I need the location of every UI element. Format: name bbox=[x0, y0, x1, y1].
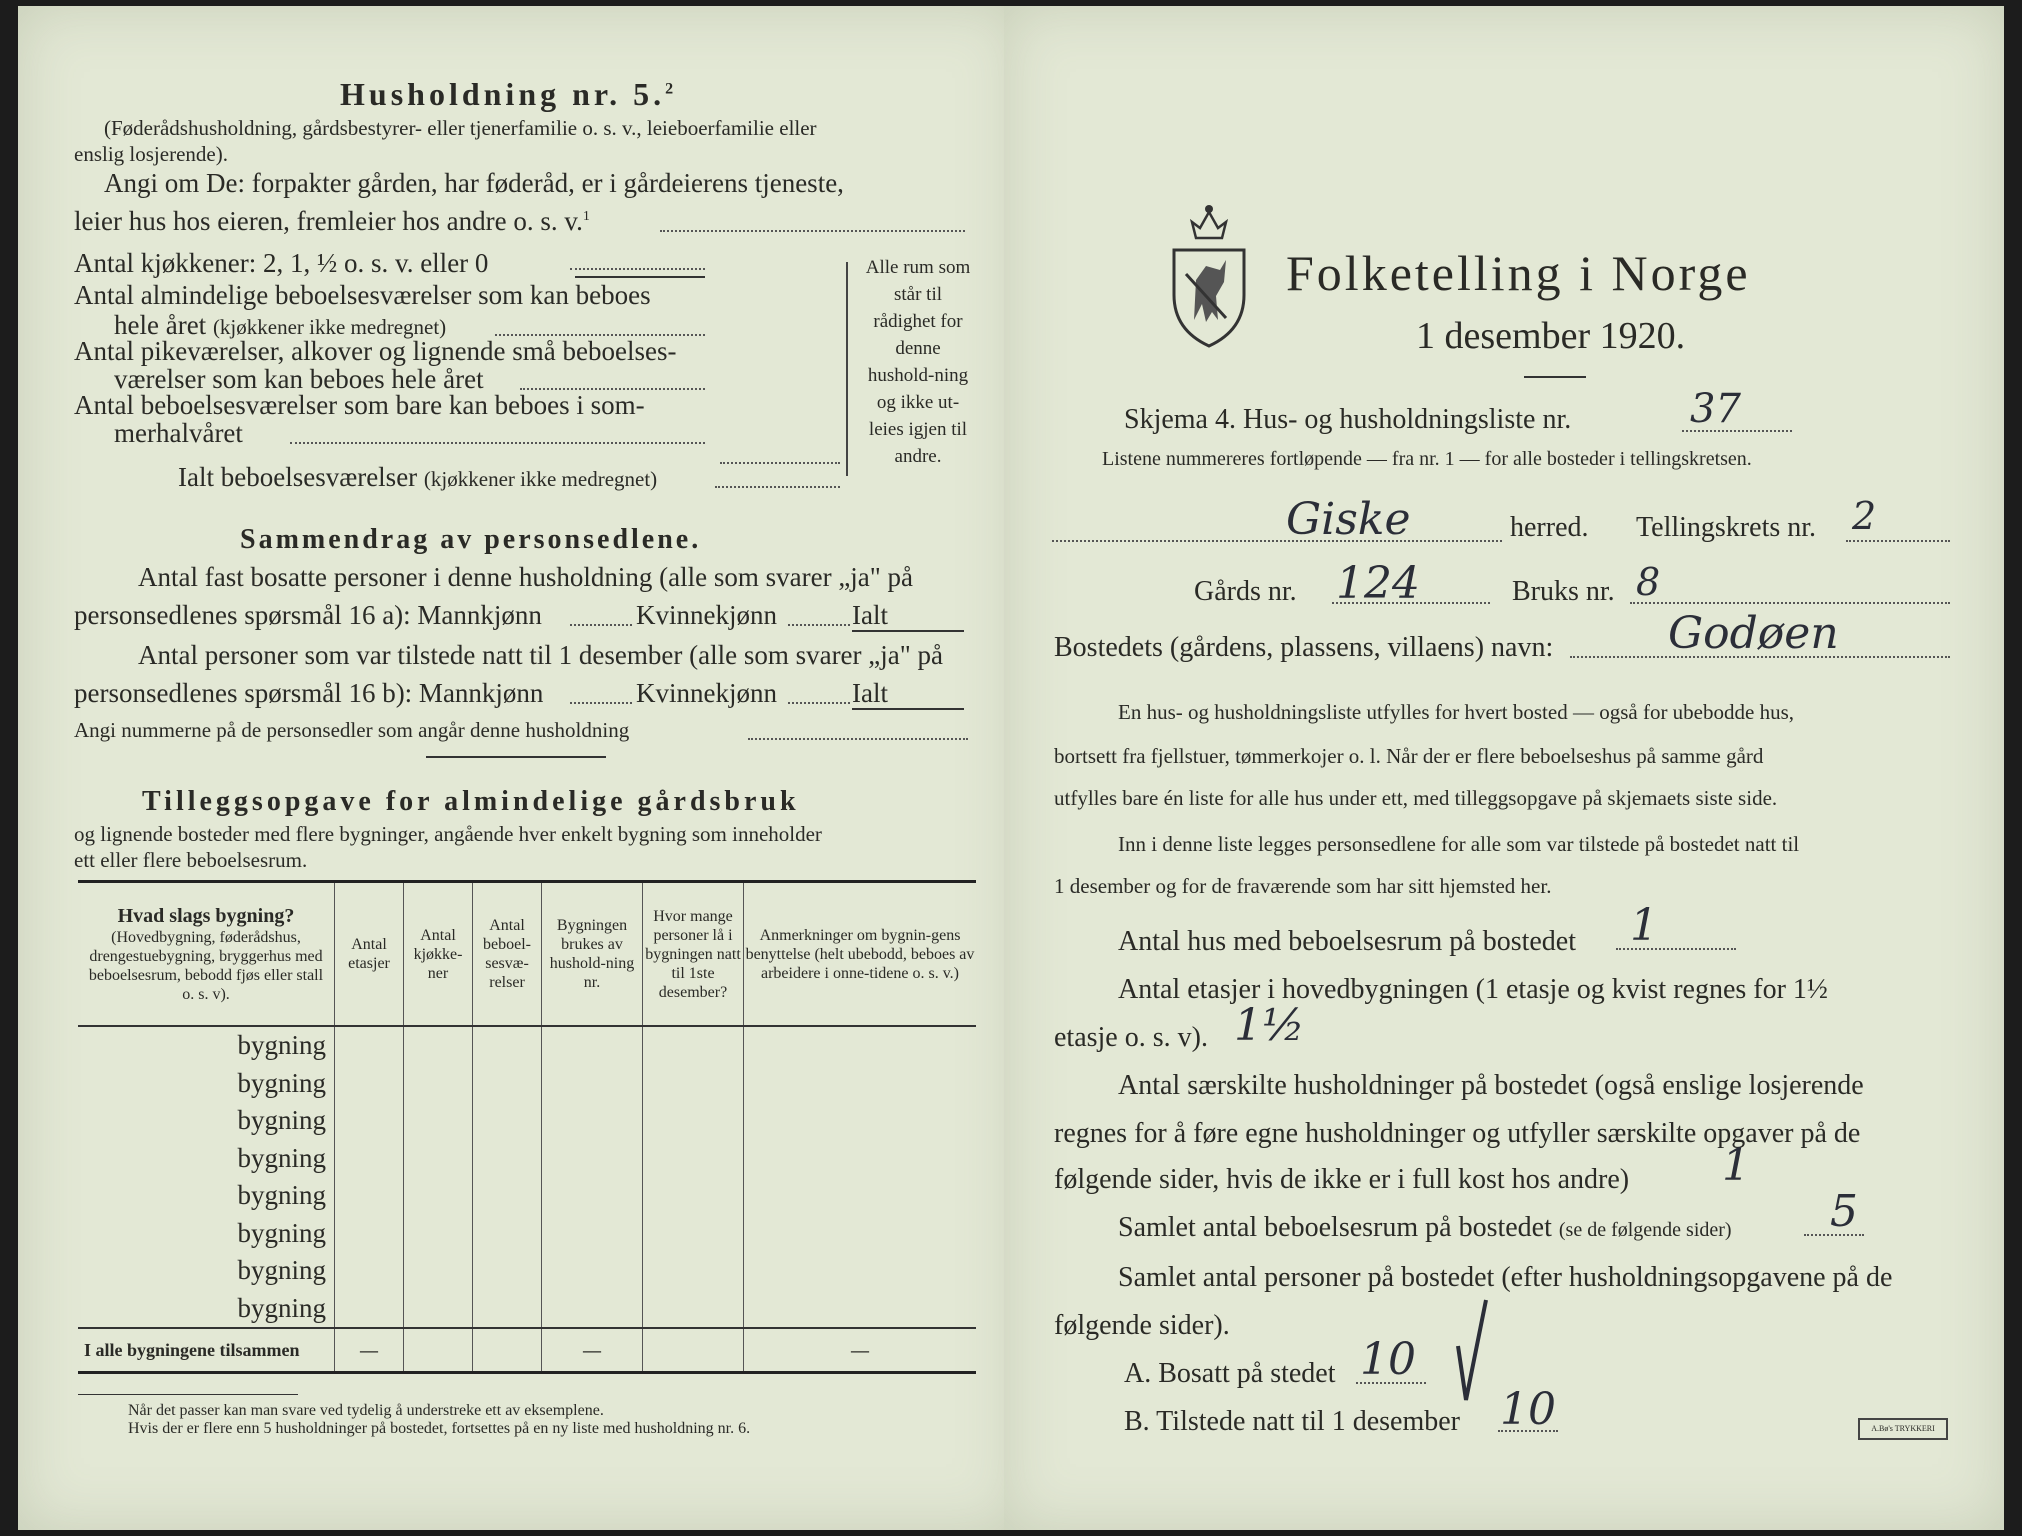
instruction-2: bortsett fra fjellstuer, tømmerkojer o. l. Når der er flere beboelseshus på samme gård bbox=[1054, 744, 1764, 768]
ialt-rooms: Ialt beboelsesværelser (kjøkkener ikke medregnet) bbox=[178, 462, 658, 492]
instruction-3: utfylles bare én liste for alle hus under ett, med tilleggsopgave på skjemaets siste side. bbox=[1054, 786, 1778, 810]
mann-a-line bbox=[570, 624, 632, 626]
rooms-ordinary: Antal almindelige beboelsesværelser som kan beboes bbox=[74, 280, 651, 310]
instruction-5: 1 desember og for de fraværende som har sitt hjemsted her. bbox=[1054, 874, 1552, 898]
tilstede-label: B. Tilstede natt til 1 desember bbox=[1124, 1406, 1460, 1437]
tellingskrets-label: Tellingskrets nr. bbox=[1636, 512, 1817, 543]
household-note-2: enslig losjerende). bbox=[74, 142, 228, 166]
bosatt-label: A. Bosatt på stedet bbox=[1124, 1358, 1336, 1389]
summer-rooms-line bbox=[290, 442, 705, 444]
printer-stamp: A.Bø's TRYKKERI bbox=[1858, 1418, 1948, 1440]
hushold-line-3: følgende sider, hvis de ikke er i full kost hos andre) bbox=[1054, 1164, 1630, 1195]
table-row: bygning bbox=[78, 1102, 976, 1140]
rooms-side-note: Alle rum som står til rådighet for denne hushold-ning og ikke ut-leies igjen til andre. bbox=[865, 257, 971, 467]
bosatt-line bbox=[1356, 1382, 1426, 1384]
summary-ialt-b: Ialt bbox=[852, 678, 888, 708]
etasjer-value: 1½ bbox=[1234, 1000, 1305, 1051]
etasjer-line-2: etasje o. s. v). bbox=[1054, 1022, 1208, 1053]
schema-label: Skjema 4. Hus- og husholdningsliste nr. bbox=[1124, 404, 1572, 435]
total-label: I alle bygningene tilsammen bbox=[78, 1328, 335, 1373]
kvinne-b-line bbox=[788, 702, 850, 704]
header-persons: Hvor mange personer lå i bygningen natt til 1ste desember? bbox=[643, 882, 744, 1027]
hus-value: 1 bbox=[1630, 900, 1658, 951]
header-floors: Antal etasjer bbox=[335, 882, 404, 1027]
ialt-a-line bbox=[852, 630, 964, 632]
tilstede-line bbox=[1498, 1430, 1558, 1432]
footnote-rule bbox=[78, 1394, 298, 1395]
header-remarks: Anmerkninger om bygnin-gens benyttelse (helt ubebodd, beboes av arbeidere i onne-tidene o. s. v.) bbox=[744, 882, 977, 1027]
total-household-dash: — bbox=[542, 1328, 643, 1373]
kitchens-line bbox=[570, 268, 705, 270]
table-row: bygning bbox=[78, 1065, 976, 1103]
summary-line-2: personsedlenes spørsmål 16 a): Mannkjønn bbox=[74, 600, 542, 630]
header-kitchens: Antal kjøkke-ner bbox=[404, 882, 473, 1027]
herred-line bbox=[1052, 540, 1502, 542]
gards-label: Gårds nr. bbox=[1194, 576, 1297, 607]
numbers-line bbox=[748, 738, 968, 740]
rom-value: 5 bbox=[1830, 1186, 1858, 1237]
table-row: bygning bbox=[78, 1252, 976, 1290]
gards-line bbox=[1332, 602, 1490, 604]
total-remarks-dash: — bbox=[744, 1328, 977, 1373]
summary-numbers: Angi nummerne på de personsedler som angår denne husholdning bbox=[74, 718, 630, 742]
bosatt-value: 10 bbox=[1360, 1334, 1416, 1385]
summary-ialt-a: Ialt bbox=[852, 600, 888, 630]
rooms-summer-2: merhalvåret bbox=[114, 418, 243, 448]
rom-label: Samlet antal beboelsesrum på bostedet (se de følgende sider) bbox=[1118, 1212, 1732, 1243]
summary-line-1: Antal fast bosatte personer i denne husholdning (alle som svarer „ja" på bbox=[138, 562, 914, 592]
numbering-note: Listene nummereres fortløpende — fra nr. 1 — for alle bosteder i tellingskretsen. bbox=[1102, 448, 1752, 470]
tellingskrets-line bbox=[1846, 540, 1950, 542]
bosted-value: Godøen bbox=[1668, 608, 1839, 659]
title-divider bbox=[1524, 376, 1586, 378]
tellingskrets-value: 2 bbox=[1852, 494, 1877, 538]
header-household: Bygningen brukes av hushold-ning nr. bbox=[542, 882, 643, 1027]
kvinne-a-line bbox=[788, 624, 850, 626]
kitchens-answer-rule bbox=[575, 276, 705, 278]
hushold-value: 1 bbox=[1722, 1140, 1750, 1191]
rooms-summer: Antal beboelsesværelser som bare kan beboes i som- bbox=[74, 390, 645, 420]
census-date: 1 desember 1920. bbox=[1416, 315, 1686, 357]
angi-line-2: leier hus hos eieren, fremleier hos andre o. s. v.$^1$ bbox=[74, 206, 590, 236]
herred-label: herred. bbox=[1510, 512, 1589, 543]
building-table bbox=[78, 880, 976, 1374]
summary-divider bbox=[426, 756, 606, 758]
angi-answer-line bbox=[660, 230, 965, 232]
mann-b-line bbox=[570, 702, 632, 704]
tilstede-value: 10 bbox=[1500, 1384, 1556, 1435]
bruks-value: 8 bbox=[1636, 560, 1661, 604]
table-row: bygning bbox=[78, 1177, 976, 1215]
instruction-1: En hus- og husholdningsliste utfylles for hvert bosted — også for ubebodde hus, bbox=[1118, 700, 1794, 724]
summary-kvinne-b: Kvinnekjønn bbox=[636, 678, 777, 708]
supplement-title: Tilleggsopgave for almindelige gårdsbruk bbox=[142, 786, 800, 817]
table-total-row bbox=[78, 1328, 976, 1373]
footnote-1: Når det passer kan man svare ved tydelig å understreke ett av eksemplene. bbox=[128, 1402, 604, 1419]
footnote-2: Hvis der er flere enn 5 husholdninger på bostedet, fortsettes på en ny liste med husholdning nr. 6. bbox=[128, 1420, 751, 1437]
rooms-maids-2: værelser som kan beboes hele året bbox=[114, 364, 484, 394]
summary-line-3: Antal personer som var tilstede natt til 1 desember (alle som svarer „ja" på bbox=[138, 640, 944, 670]
table-row: bygning bbox=[78, 1026, 976, 1065]
table-row: bygning bbox=[78, 1215, 976, 1253]
supplement-sub-1: og lignende bosteder med flere bygninger, angående hver enkelt bygning som inneholder bbox=[74, 822, 822, 846]
total-floors-dash: — bbox=[335, 1328, 404, 1373]
etasjer-line-1: Antal etasjer i hovedbygningen (1 etasje og kvist regnes for 1½ bbox=[1118, 974, 1828, 1005]
supplement-sub-2: ett eller flere beboelsesrum. bbox=[74, 848, 308, 872]
schema-number-line bbox=[1682, 430, 1792, 432]
rom-line bbox=[1804, 1234, 1864, 1236]
table-row: bygning bbox=[78, 1140, 976, 1178]
header-building-type: Hvad slags bygning? (Hovedbygning, føderådshus, drengestuebygning, bryggerhus med beboelsesrum, bebodd fjøs eller stall o. s. v). bbox=[78, 882, 335, 1027]
summer-rooms-line-2 bbox=[720, 462, 840, 464]
household-title: Husholdning nr. 5.$^2$ bbox=[340, 76, 678, 112]
rooms-whole-year: hele året (kjøkkener ikke medregnet) bbox=[114, 310, 447, 340]
instruction-4: Inn i denne liste legges personsedlene for alle som var tilstede på bostedet natt til bbox=[1118, 832, 1800, 856]
bosted-label: Bostedets (gårdens, plassens, villaens) navn: bbox=[1054, 632, 1554, 663]
bruks-label: Bruks nr. bbox=[1512, 576, 1615, 607]
hushold-line-1: Antal særskilte husholdninger på bostedet (også enslige losjerende bbox=[1118, 1070, 1864, 1101]
hushold-line-2: regnes for å føre egne husholdninger og utfyller særskilte opgaver på de bbox=[1054, 1118, 1861, 1149]
bruks-line bbox=[1630, 602, 1950, 604]
personer-line-1: Samlet antal personer på bostedet (efter husholdningsopgavene på de bbox=[1118, 1262, 1893, 1293]
census-title: Folketelling i Norge bbox=[1286, 245, 1751, 301]
summary-line-4: personsedlenes spørsmål 16 b): Mannkjønn bbox=[74, 678, 544, 708]
rooms-maids: Antal pikeværelser, alkover og lignende små beboelses- bbox=[74, 336, 677, 366]
coat-of-arms-icon bbox=[1166, 200, 1252, 350]
rooms-brace bbox=[846, 262, 856, 476]
schema-number: 37 bbox=[1690, 386, 1741, 432]
herred-value: Giske bbox=[1286, 494, 1411, 545]
personer-line-2: følgende sider). bbox=[1054, 1310, 1230, 1341]
hus-line bbox=[1616, 948, 1736, 950]
household-note: (Føderådshusholdning, gårdsbestyrer- eller tjenerfamilie o. s. v., leieboerfamilie eller bbox=[104, 116, 817, 140]
rooms-kitchens: Antal kjøkkener: 2, 1, ½ o. s. v. eller 0 bbox=[74, 248, 489, 278]
bosted-line bbox=[1570, 656, 1950, 658]
ialt-b-line bbox=[852, 708, 964, 710]
table-row: bygning bbox=[78, 1290, 976, 1329]
ialt-rooms-line bbox=[715, 486, 840, 488]
gards-value: 124 bbox=[1336, 558, 1420, 609]
hus-label: Antal hus med beboelsesrum på bostedet bbox=[1118, 926, 1577, 957]
angi-line-1: Angi om De: forpakter gården, har føderåd, er i gårdeierens tjeneste, bbox=[104, 168, 844, 198]
summary-title: Sammendrag av personsedlene. bbox=[240, 524, 702, 555]
check-mark-icon bbox=[1452, 1296, 1492, 1406]
summary-kvinne-a: Kvinnekjønn bbox=[636, 600, 777, 630]
header-rooms: Antal beboel-sesvæ-relser bbox=[473, 882, 542, 1027]
